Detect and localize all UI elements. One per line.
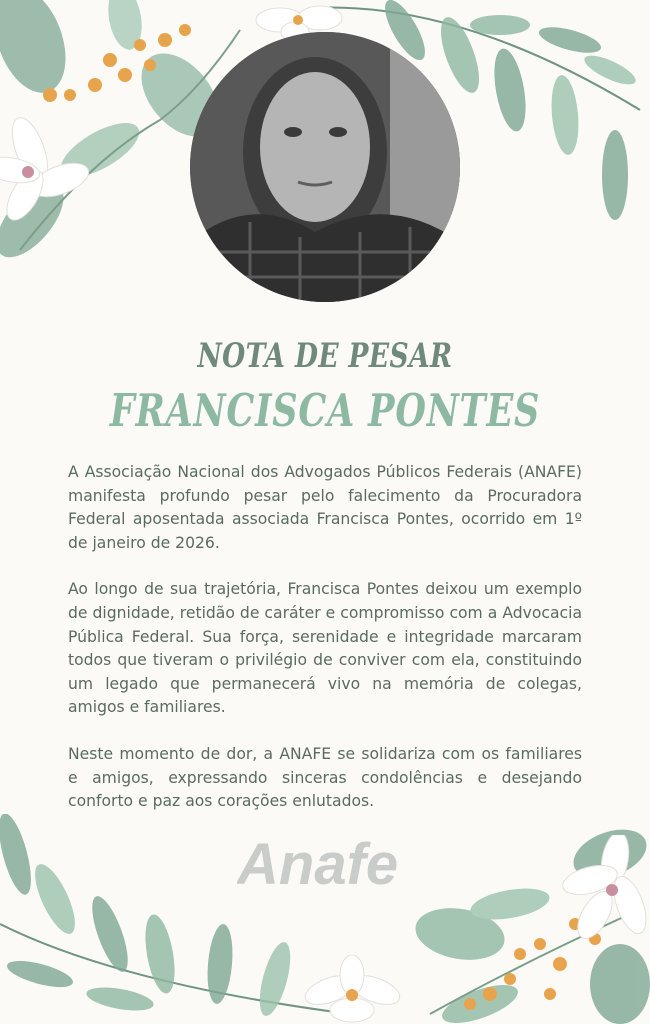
paragraph: A Associação Nacional dos Advogados Públicos Federais (ANAFE) manifesta profundo pesar pelo falecimento da Procuradora Federal aposentada associada Francisca Pontes, ocorrido em 1º de janeiro de 2026. <box>68 463 582 552</box>
portrait-photo <box>190 32 460 302</box>
right-lily-flower-icon <box>560 835 650 945</box>
paragraph: Ao longo de sua trajetória, Francisca Pontes deixou um exemplo de dignidade, retidão de caráter e compromisso com a Advocacia Pública Federal. Sua força, serenidade e integridade marcaram todos que tiveram o privilégio de conviver com ela, constituindo um legado que permanecerá vivo na memória de colegas, amigos e familiares. <box>68 580 582 717</box>
notice-title: NOTA DE PESAR <box>197 336 453 376</box>
paragraph: Neste momento de dor, a ANAFE se solidariza com os familiares e amigos, expressando sinceras condolências e desejando conforto e paz aos corações enlutados. <box>68 744 582 811</box>
deceased-name: FRANCISCA PONTES <box>109 384 541 437</box>
logo-text: Anafe <box>237 832 399 892</box>
notice-body <box>68 461 582 837</box>
lily-flower-icon <box>0 110 110 230</box>
bottom-lily-flower-icon <box>300 955 410 1024</box>
